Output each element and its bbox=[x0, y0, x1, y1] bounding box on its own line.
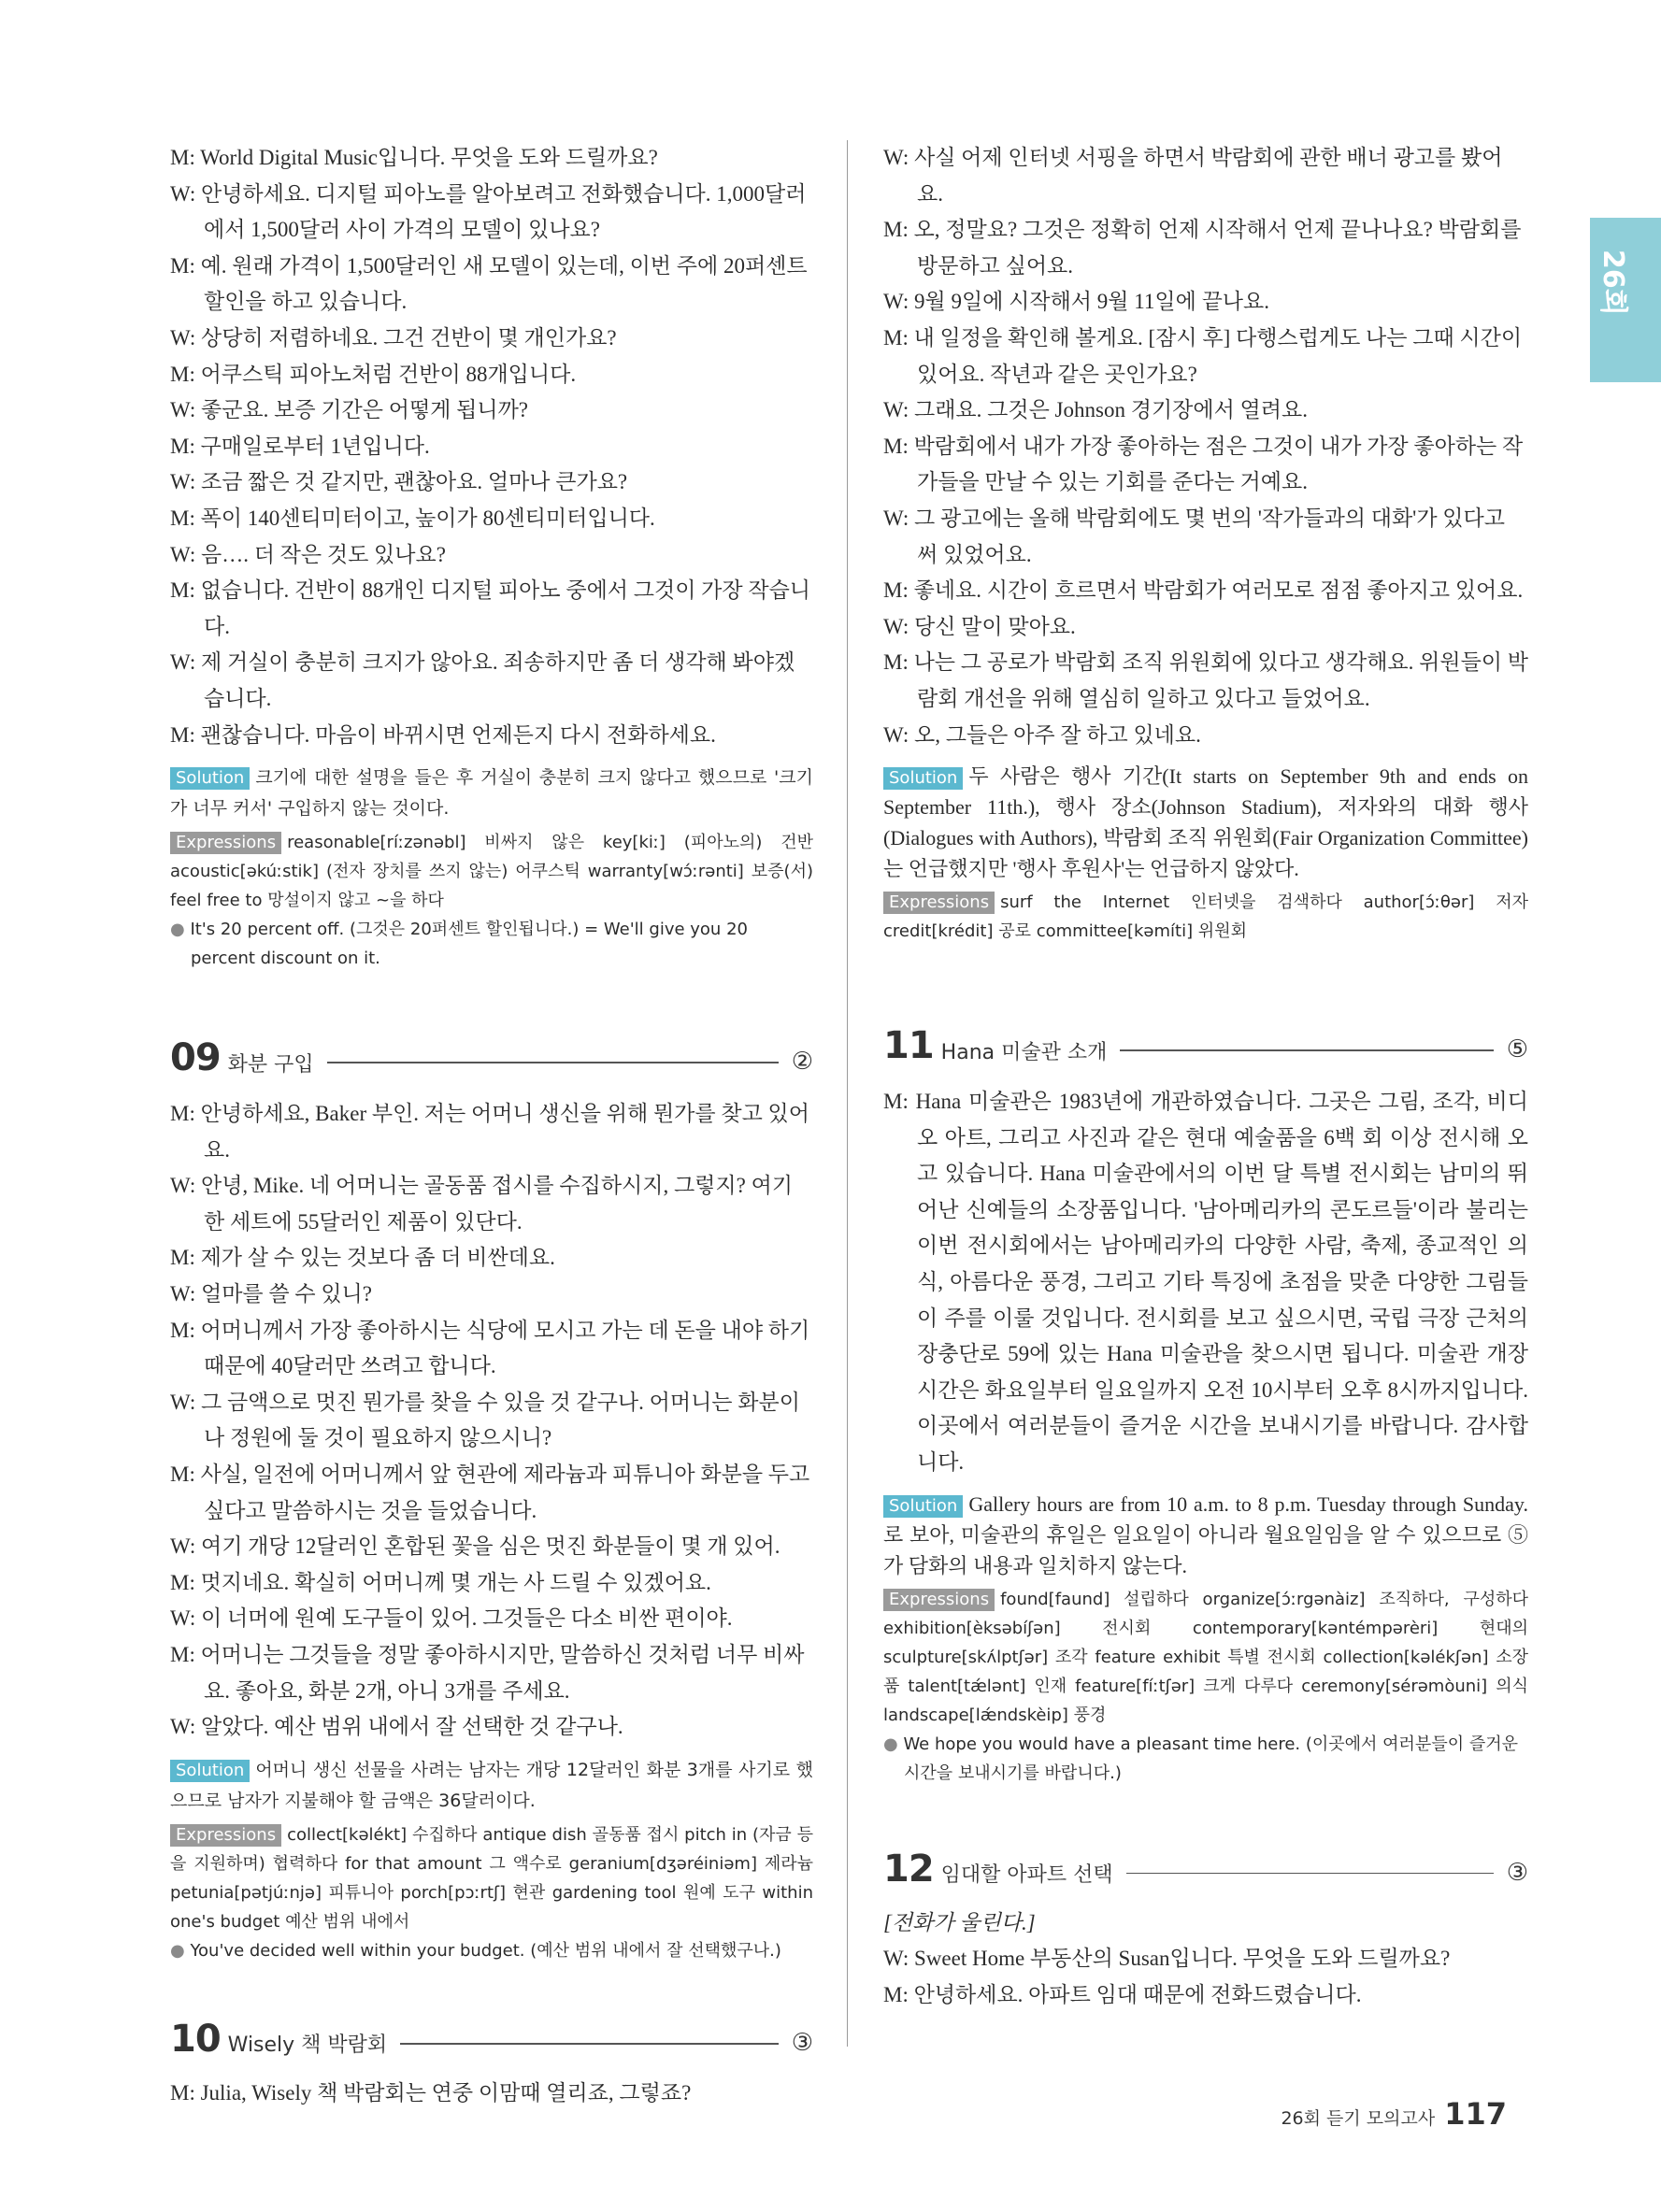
q12-header bbox=[883, 1846, 1528, 1892]
q12-dialogue bbox=[883, 1941, 1528, 2013]
chapter-tab-label: 26회 bbox=[1597, 250, 1629, 316]
q08-solution bbox=[170, 763, 813, 824]
dialogue-line: W: 제 거실이 충분히 크지가 않아요. 죄송하지만 좀 더 생각해 봐야겠습니다. bbox=[170, 650, 795, 710]
dialogue-line: W: 상당히 저렴하네요. 그건 건반이 몇 개인가요? bbox=[170, 325, 617, 350]
q11-solution bbox=[883, 1489, 1528, 1581]
expressions-tag: Expressions bbox=[883, 1589, 995, 1611]
dialogue-line: M: 어머니는 그것들을 정말 좋아하시지만, 말씀하신 것처럼 너무 비싸요. 좋아요, 화분 2개, 아니 3개를 주세요. bbox=[170, 1643, 805, 1703]
dialogue-line: W: 얼마를 쓸 수 있니? bbox=[170, 1282, 372, 1306]
q09-dialogue bbox=[170, 1096, 813, 1746]
dialogue-line: M: 안녕하세요. 아파트 임대 때문에 전화드렸습니다. bbox=[883, 1982, 1362, 2006]
dialogue-line: W: 안녕하세요. 디지털 피아노를 알아보려고 전화했습니다. 1,000달러에서 1,500달러 사이 가격의 모델이 있나요? bbox=[170, 181, 807, 242]
q11-rule bbox=[1120, 1049, 1493, 1051]
q10-number: 10 bbox=[170, 2017, 221, 2061]
solution-tag: Solution bbox=[170, 1760, 250, 1782]
dialogue-line: M: 폭이 140센티미터이고, 높이가 80센티미터입니다. bbox=[170, 506, 655, 530]
q11-expressions bbox=[883, 1585, 1528, 1730]
q10-answer: ③ bbox=[791, 2028, 813, 2057]
q11-expressions-text: found[faund] 설립하다 organize[ɔ́ːrgənàiz] 조직하다, 구성하다 exhibition[èksəbíʃən] 전시회 contemporary[kəntémpərèri] 현대의 sculpture[skʌ́lptʃər] 조각 feature exhibit 특별 전시회 collection[kəlékʃən] 소장품 talent[tǽlənt] 인재 feature[fíːtʃər] 크게 다루다 ceremony[sérəmòuni] 의식 landscape[lǽndskèip] 풍경 bbox=[883, 1589, 1528, 1725]
q12-title: 임대할 아파트 선택 bbox=[940, 1863, 1113, 1888]
q09-answer: ② bbox=[791, 1048, 813, 1077]
q09-solution bbox=[170, 1755, 813, 1817]
dialogue-line: M: 제가 살 수 있는 것보다 좀 더 비싼데요. bbox=[170, 1246, 555, 1270]
dialogue-line: W: 음…. 더 작은 것도 있나요? bbox=[170, 542, 446, 566]
q12-number: 12 bbox=[883, 1847, 934, 1891]
expressions-tag: Expressions bbox=[883, 892, 995, 914]
q08-expressions bbox=[170, 828, 813, 915]
dialogue-line: M: 괜찮습니다. 마음이 바뀌시면 언제든지 다시 전화하세요. bbox=[170, 722, 716, 747]
dialogue-line: M: 오, 정말요? 그것은 정확히 언제 시작해서 언제 끝나나요? 박람회를 방문하고 싶어요. bbox=[883, 218, 1522, 278]
q12-stage-direction: [전화가 울린다.] bbox=[883, 1910, 1036, 1934]
dialogue-line: M: 박람회에서 내가 가장 좋아하는 점은 그것이 내가 가장 좋아하는 작가들을 만날 수 있는 기회를 준다는 거예요. bbox=[883, 434, 1524, 494]
q10-header bbox=[170, 2016, 813, 2062]
page-number: 117 bbox=[1444, 2096, 1507, 2132]
dialogue-line: W: 그래요. 그것은 Johnson 경기장에서 열려요. bbox=[883, 398, 1308, 422]
q08-bullet: ● It's 20 percent off. (그것은 20퍼센트 할인됩니다.) = We'll give you 20 percent discount on it. bbox=[170, 920, 748, 969]
q10-dialogue-cont bbox=[883, 140, 1528, 753]
solution-tag: Solution bbox=[170, 767, 250, 790]
page-footer bbox=[1281, 2096, 1507, 2132]
expressions-tag: Expressions bbox=[170, 832, 281, 854]
dialogue-line: M: 구매일로부터 1년입니다. bbox=[170, 434, 430, 458]
q11-title: Hana 미술관 소개 bbox=[940, 1040, 1108, 1064]
q12-rule bbox=[1126, 1873, 1494, 1875]
q10-expressions bbox=[883, 888, 1528, 946]
dialogue-line: W: 좋군요. 보증 기간은 어떻게 됩니까? bbox=[170, 398, 529, 422]
dialogue-line: M: 어쿠스틱 피아노처럼 건반이 88개입니다. bbox=[170, 362, 577, 386]
dialogue-line: W: 그 광고에는 올해 박람회에도 몇 번의 '작가들과의 대화'가 있다고 써 있었어요. bbox=[883, 506, 1505, 566]
dialogue-line: W: 알았다. 예산 범위 내에서 잘 선택한 것 같구나. bbox=[170, 1715, 623, 1739]
q10-solution bbox=[883, 761, 1528, 884]
q10-rule bbox=[400, 2043, 779, 2045]
dialogue-line: W: 조금 짧은 것 같지만, 괜찮아요. 얼마나 큰가요? bbox=[170, 470, 628, 494]
q09-rule bbox=[327, 1062, 779, 1063]
q09-bullet-text: You've decided well within your budget. (예산 범위 내에서 잘 선택했구나.) bbox=[190, 1940, 781, 1961]
q11-answer: ⑤ bbox=[1506, 1035, 1528, 1064]
dialogue-line: W: Sweet Home 부동산의 Susan입니다. 무엇을 도와 드릴까요? bbox=[883, 1947, 1451, 1971]
left-column bbox=[170, 140, 813, 2111]
q09-expressions bbox=[170, 1820, 813, 1936]
dialogue-line: W: 사실 어제 인터넷 서핑을 하면서 박람회에 관한 배너 광고를 봤어요. bbox=[883, 146, 1503, 206]
expressions-tag: Expressions bbox=[170, 1824, 281, 1847]
q09-header bbox=[170, 1035, 813, 1081]
dialogue-line: W: 여기 개당 12달러인 혼합된 꽃을 심은 멋진 화분들이 몇 개 있어. bbox=[170, 1534, 780, 1559]
q11-speech: M: Hana 미술관은 1983년에 개관하였습니다. 그곳은 그림, 조각, 비디오 아트, 그리고 사진과 같은 현대 예술품을 6백 회 이상 전시해 오고 있습니다. Hana 미술관에서의 이번 달 특별 전시회는 남미의 뛰어난 신예들의 소장품입니다. '남아메리카의 콘도르들'이라 불리는 이번 전시회에서는 남아메리카의 다양한 사람, 축제, 종교적인 의식, 아름다운 풍경, 그리고 기타 특징에 초점을 맞춘 다양한 그림들이 주를 이룰 것입니다. 전시회를 보고 싶으시면, 국립 극장 근처의 장충단로 59에 있는 Hana 미술관을 찾으시면 됩니다. 미술관 개장 시간은 화요일부터 일요일까지 오전 10시부터 오후 8시까지입니다. 이곳에서 여러분들이 즐거운 시간을 보내시기를 바랍니다. 감사합니다. bbox=[883, 1090, 1528, 1475]
q08-bullet-text: It's 20 percent off. (그것은 20퍼센트 할인됩니다.) = We'll give you 20 percent discount on it. bbox=[190, 920, 748, 969]
q11-bullet-text: We hope you would have a pleasant time here. (이곳에서 여러분들이 즐거운 시간을 보내시기를 바랍니다.) bbox=[903, 1734, 1518, 1783]
q09-number: 09 bbox=[170, 1036, 221, 1080]
q12-answer: ③ bbox=[1506, 1858, 1528, 1887]
chapter-tab bbox=[1590, 218, 1661, 382]
dialogue-line: M: 안녕하세요, Baker 부인. 저는 어머니 생신을 위해 뭔가를 찾고 있어요. bbox=[170, 1102, 809, 1162]
solution-tag: Solution bbox=[883, 767, 963, 790]
q10-dialogue-start bbox=[170, 2076, 813, 2112]
dialogue-line: M: 없습니다. 건반이 88개인 디지털 피아노 중에서 그것이 가장 작습니다. bbox=[170, 578, 811, 638]
q09-expressions-text: collect[kəlékt] 수집하다 antique dish 골동품 접시 pitch in (자금 등을 지원하며) 협력하다 for that amount 그 액수로 geranium[dʒəréiniəm] 제라늄 petunia[pətjúːnjə] 피튜니아 porch[pɔːrtʃ] 현관 gardening tool 원예 도구 within one's budget 예산 범위 내에서 bbox=[170, 1824, 813, 1932]
dialogue-line: W: 당신 말이 맞아요. bbox=[883, 614, 1076, 638]
dialogue-line: W: 9월 9일에 시작해서 9월 11일에 끝나요. bbox=[883, 290, 1269, 314]
q10-title: Wisely 책 박람회 bbox=[227, 2034, 388, 2058]
q09-solution-text: 어머니 생신 선물을 사려는 남자는 개당 12달러인 화분 3개를 사기로 했으므로 남자가 지불해야 할 금액은 36달러이다. bbox=[170, 1759, 813, 1811]
q11-number: 11 bbox=[883, 1024, 934, 1068]
q11-bullet: ● We hope you would have a pleasant time here. (이곳에서 여러분들이 즐거운 시간을 보내시기를 바랍니다.) bbox=[883, 1734, 1518, 1783]
q11-header bbox=[883, 1022, 1528, 1069]
dialogue-line: W: 이 너머에 원예 도구들이 있어. 그것들은 다소 비싼 편이야. bbox=[170, 1606, 733, 1631]
q09-title: 화분 구입 bbox=[227, 1052, 314, 1077]
column-divider bbox=[847, 140, 848, 2047]
q10-solution-text: 두 사람은 행사 기간(It starts on September 9th and ends on September 11th.), 행사 장소(Johnson Stadium), 저자와의 대화 행사(Dialogues with Authors), 박람회 조직 위원회(Fair Organization Committee)는 언급했지만 '행사 후원사'는 언급하지 않았다. bbox=[883, 764, 1528, 881]
q10-expressions-text: surf the Internet 인터넷을 검색하다 author[ɔ́ːθər] 저자 credit[krédit] 공로 committee[kəmíti] 위원회 bbox=[883, 892, 1528, 942]
footer-title: 26회 듣기 모의고사 bbox=[1281, 2108, 1436, 2129]
dialogue-line: M: Julia, Wisely 책 박람회는 연중 이맘때 열리죠, 그렇죠? bbox=[170, 2080, 692, 2105]
dialogue-line: W: 오, 그들은 아주 잘 하고 있네요. bbox=[883, 722, 1201, 747]
q08-solution-text: 크기에 대한 설명을 들은 후 거실이 충분히 크지 않다고 했으므로 '크기가 너무 커서' 구입하지 않는 것이다. bbox=[170, 767, 813, 820]
dialogue-line: M: 어머니께서 가장 좋아하시는 식당에 모시고 가는 데 돈을 내야 하기 때문에 40달러만 쓰려고 합니다. bbox=[170, 1318, 810, 1378]
dialogue-line: M: 예. 원래 가격이 1,500달러인 새 모델이 있는데, 이번 주에 20퍼센트 할인을 하고 있습니다. bbox=[170, 253, 808, 314]
dialogue-line: M: 좋네요. 시간이 흐르면서 박람회가 여러모로 점점 좋아지고 있어요. bbox=[883, 578, 1524, 603]
right-column bbox=[883, 140, 1528, 2013]
q08-dialogue bbox=[170, 140, 813, 753]
dialogue-line: M: 나는 그 공로가 박람회 조직 위원회에 있다고 생각해요. 위원들이 박람회 개선을 위해 열심히 일하고 있다고 들었어요. bbox=[883, 650, 1528, 710]
dialogue-line: M: 멋지네요. 확실히 어머니께 몇 개는 사 드릴 수 있겠어요. bbox=[170, 1570, 711, 1594]
dialogue-line: M: 내 일정을 확인해 볼게요. [잠시 후] 다행스럽게도 나는 그때 시간이 있어요. 작년과 같은 곳인가요? bbox=[883, 325, 1523, 386]
q11-solution-text: Gallery hours are from 10 a.m. to 8 p.m. Tuesday through Sunday.로 보아, 미술관의 휴일은 일요일이 아니라 월요일임을 알 수 있으므로 ⑤가 담화의 내용과 일치하지 않는다. bbox=[883, 1491, 1528, 1577]
q08-expressions-text: reasonable[ríːzənəbl] 비싸지 않은 key[kiː] (피아노의) 건반 acoustic[əkúːstik] (전자 장치를 쓰지 않는) 어쿠스틱 warranty[wɔ́ːrənti] 보증(서) feel free to 망설이지 않고 ~을 하다 bbox=[170, 833, 813, 911]
dialogue-line: M: World Digital Music입니다. 무엇을 도와 드릴까요? bbox=[170, 146, 658, 169]
q09-bullet: ● You've decided well within your budget. (예산 범위 내에서 잘 선택했구나.) bbox=[170, 1940, 781, 1961]
dialogue-line: W: 그 금액으로 멋진 뭔가를 찾을 수 있을 것 같구나. 어머니는 화분이나 정원에 둘 것이 필요하지 않으시니? bbox=[170, 1390, 800, 1450]
dialogue-line: W: 안녕, Mike. 네 어머니는 골동품 접시를 수집하시지, 그렇지? 여기 한 세트에 55달러인 제품이 있단다. bbox=[170, 1174, 794, 1234]
dialogue-line: M: 사실, 일전에 어머니께서 앞 현관에 제라늄과 피튜니아 화분을 두고 싶다고 말씀하시는 것을 들었습니다. bbox=[170, 1463, 810, 1522]
solution-tag: Solution bbox=[883, 1495, 963, 1518]
